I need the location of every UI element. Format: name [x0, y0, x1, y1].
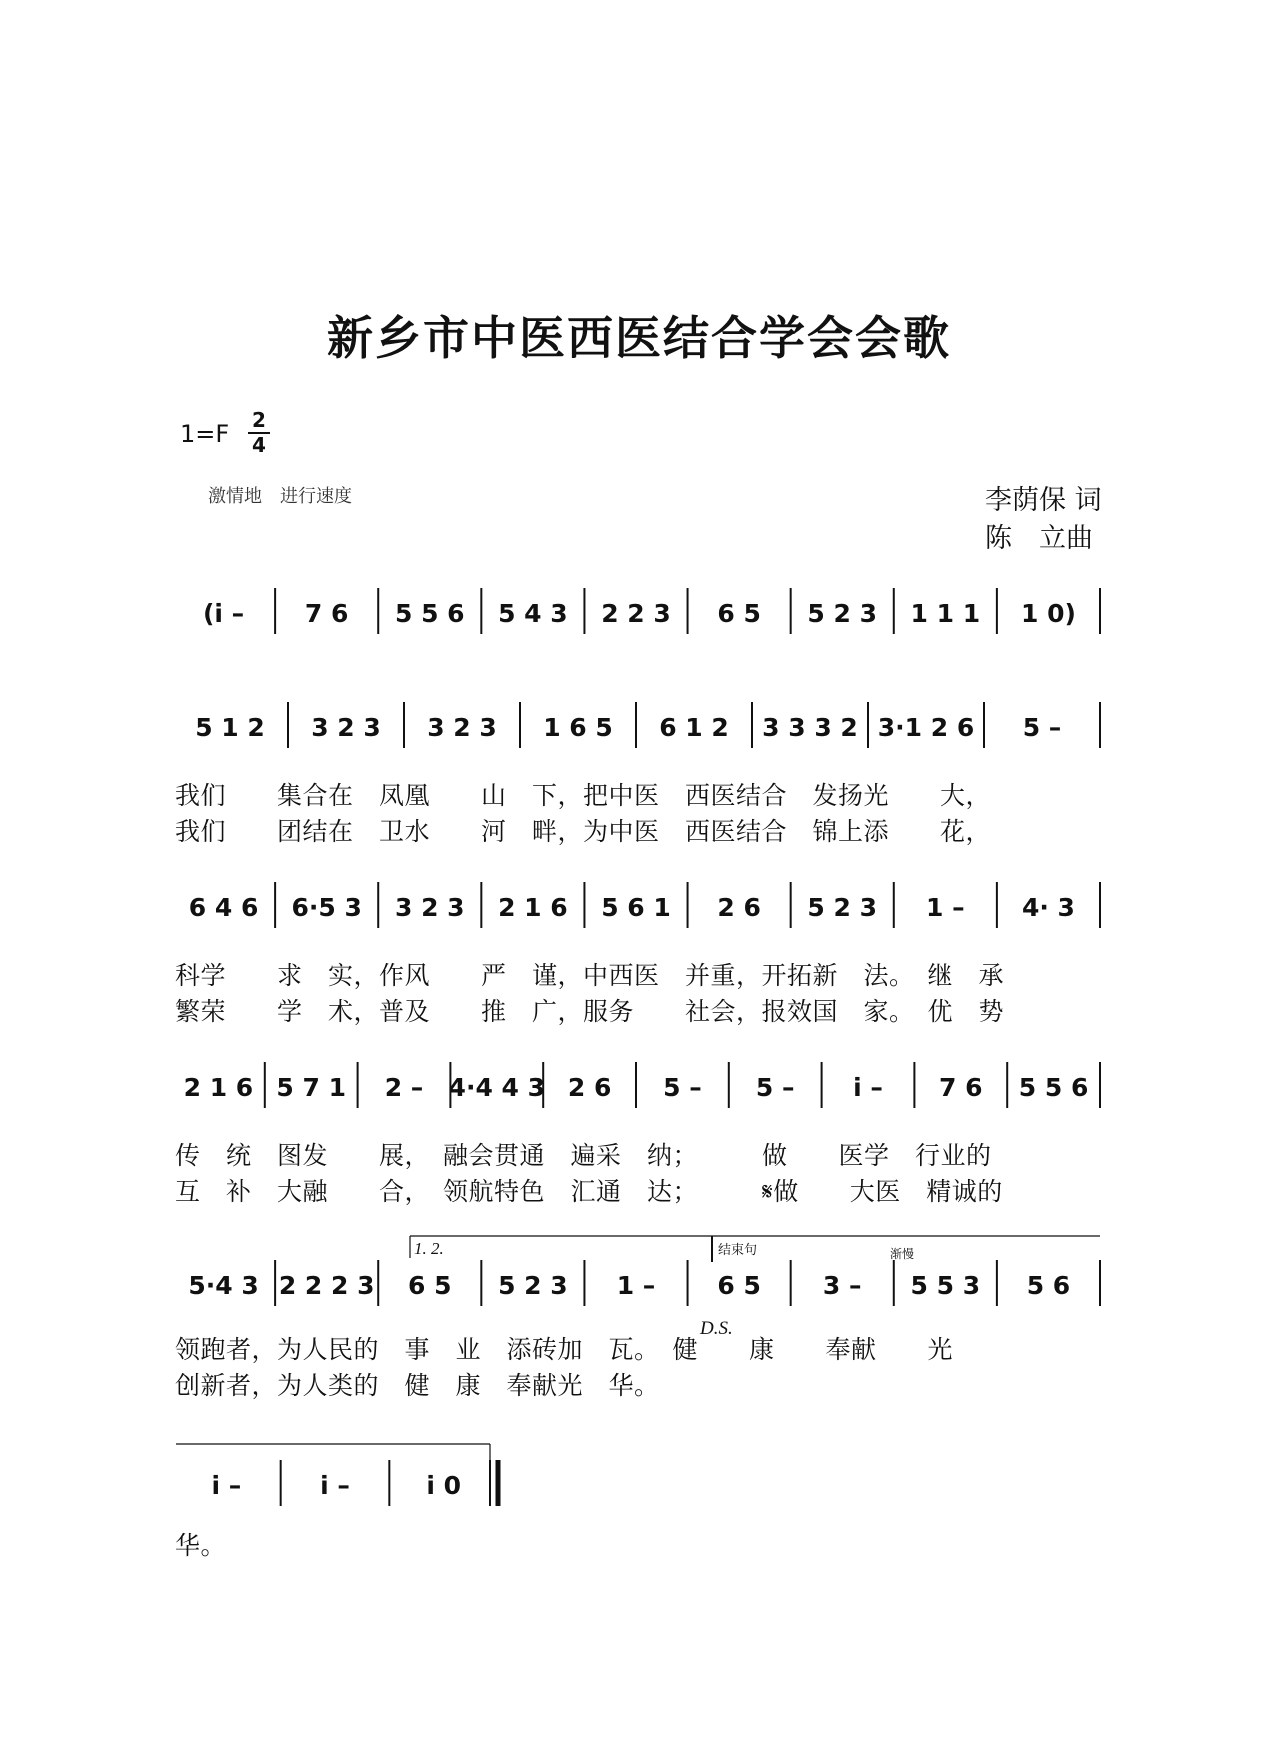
measure-notes: 3·1 2 6: [877, 713, 975, 742]
measure-notes: 5 –: [1022, 713, 1062, 742]
lyric-line-1-1: 我们 集合在 凤凰 山 下，把中医 西医结合 发扬光 大，: [175, 781, 992, 810]
measure-notes: 6 5: [717, 1271, 761, 1300]
measure-notes: 3 2 3: [394, 893, 465, 922]
lyricist-credit: 李荫保 词: [985, 485, 1102, 516]
measure-notes: 5 1 2: [195, 713, 265, 742]
measure-notes: 7 6: [939, 1073, 983, 1102]
tempo-marking: 激情地 进行速度: [208, 486, 352, 507]
measure-notes: 6 5: [717, 599, 761, 628]
measure-notes: 5 7 1: [276, 1073, 346, 1102]
measure-notes: i̇ 0: [426, 1471, 462, 1500]
measure-notes: 1 –: [616, 1271, 656, 1300]
measure-notes: 6·5 3: [291, 893, 362, 922]
measure-notes: i̇ –: [853, 1073, 883, 1102]
measure-notes: 5 4 3: [498, 599, 568, 628]
measure-notes: 1 0): [1020, 599, 1076, 628]
measure-notes: 5 6: [1026, 1271, 1071, 1300]
lyric-line-4-1: 领跑者，为人民的 事 业 添砖加 瓦。 健 康 奉献 光: [175, 1335, 954, 1364]
measure-notes: 2 6: [567, 1073, 612, 1102]
measure-notes: 5 5 6: [1018, 1073, 1089, 1102]
measure-notes: (i̇ –: [202, 599, 245, 628]
measure-notes: 3 3 3 2: [762, 713, 858, 742]
composer-credit: 陈 立曲: [985, 523, 1093, 554]
measure-notes: 1 –: [926, 893, 965, 922]
measure-notes: 1 6 5: [543, 713, 613, 742]
measure-notes: 6 4 6: [188, 893, 259, 922]
key-signature: 1=F: [180, 420, 230, 448]
measure-notes: 5·4 3: [188, 1271, 259, 1300]
song-title: 新乡市中医西医结合学会会歌: [327, 311, 951, 365]
measure-notes: 2 –: [384, 1073, 424, 1102]
rit-label: 渐慢: [890, 1247, 915, 1261]
measure-notes: 2 6: [717, 893, 761, 922]
measure-notes: 5 –: [755, 1073, 795, 1102]
lyric-line-1-2: 我们 团结在 卫水 河 畔，为中医 西医结合 锦上添 花，: [175, 817, 992, 846]
time-signature-bottom: 4: [252, 433, 266, 457]
measure-notes: 6 1 2: [659, 713, 729, 742]
measure-notes: 2 1 6: [498, 893, 568, 922]
coda-label: 结束句: [718, 1243, 758, 1258]
lyric-line-4-2: 创新者，为人类的 健 康 奉献光 华。: [175, 1371, 660, 1400]
measure-notes: 2 2 2 3: [278, 1271, 375, 1300]
measure-notes: 5 2 3: [807, 599, 878, 628]
lyric-line-3-2: 互 补 大融 合， 领航特色 汇通 达； 𝄋做 大医 精诚的: [175, 1177, 1003, 1206]
measure-notes: 5 2 3: [498, 1271, 568, 1300]
measure-notes: 5 5 6: [394, 599, 465, 628]
measure-notes: 4· 3: [1021, 893, 1075, 922]
measure-notes: 5 –: [663, 1073, 702, 1102]
lyric-line-2-2: 繁荣 学 术，普及 推 广，服务 社会，报效国 家。 优 势: [175, 997, 1005, 1026]
measure-notes: 2 1 6: [183, 1073, 254, 1102]
time-signature-top: 2: [252, 408, 266, 432]
measure-notes: 5 6 1: [601, 893, 671, 922]
lyric-line-3-1: 传 统 图发 展， 融会贯通 遍采 纳； 做 医学 行业的: [175, 1141, 992, 1170]
measure-notes: i̇ –: [211, 1471, 242, 1500]
measure-notes: 3 –: [822, 1271, 862, 1300]
ds-marking: D.S.: [700, 1318, 733, 1339]
measure-notes: 2 2 3: [601, 599, 671, 628]
measure-notes: 3 2 3: [427, 713, 497, 742]
measure-notes: 7 6: [304, 599, 349, 628]
measure-notes: 5 5 3: [910, 1271, 981, 1300]
measure-notes: 1 1 1: [910, 599, 981, 628]
lyric-line-2-1: 科学 求 实，作风 严 谨，中西医 并重，开拓新 法。 继 承: [175, 961, 1005, 990]
volta-label: 1. 2.: [414, 1239, 444, 1258]
lyric-line-5-1: 华。: [175, 1531, 227, 1560]
measure-notes: i̇ –: [320, 1471, 350, 1500]
measure-notes: 6 5: [408, 1271, 452, 1300]
measure-notes: 4·4 4 3: [448, 1073, 546, 1102]
measure-notes: 5 2 3: [807, 893, 878, 922]
measure-notes: 3 2 3: [311, 713, 381, 742]
